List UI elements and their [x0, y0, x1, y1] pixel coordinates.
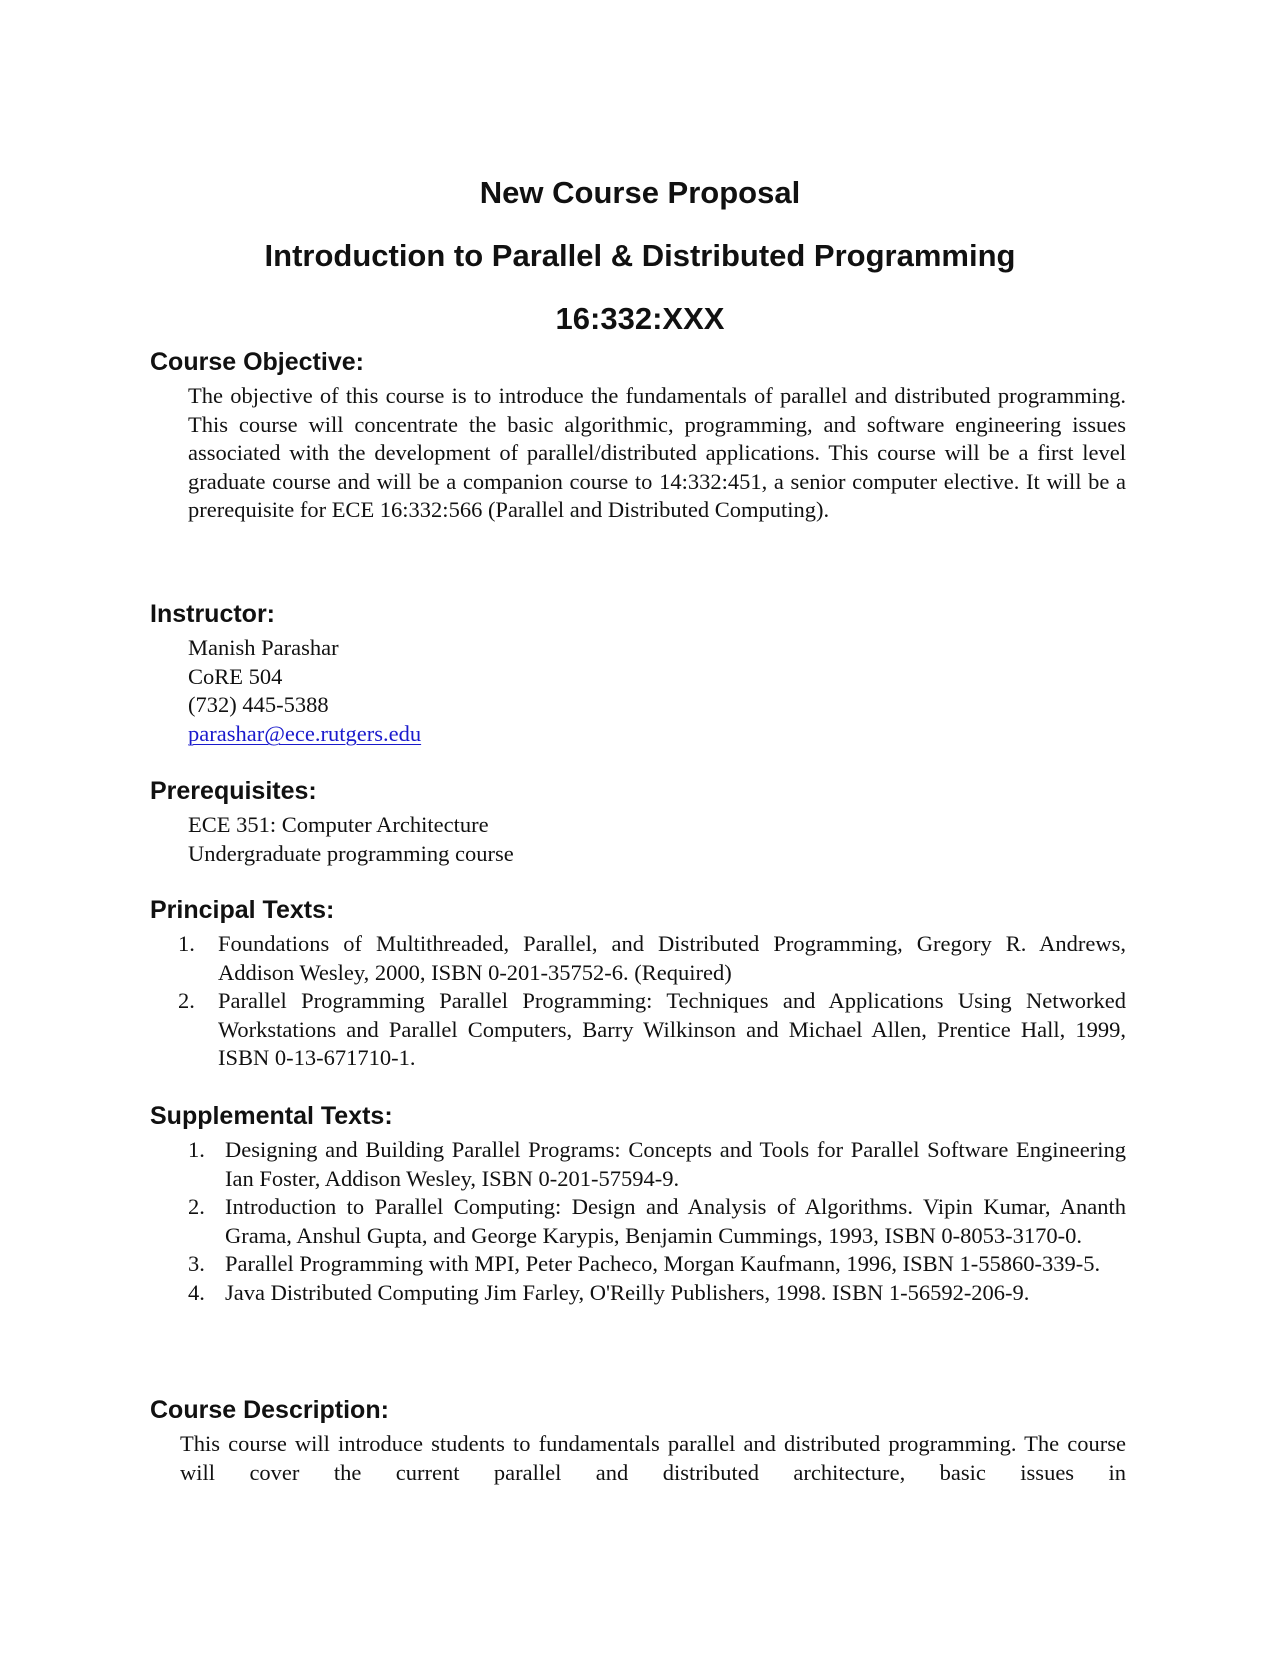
principal-texts-heading: Principal Texts: — [150, 896, 335, 924]
list-item-text: Parallel Programming Parallel Programming: Techniques and Applications Using Networked Workstations and Parallel Computers, Barry Wilkinson and Michael Allen, Prentice Hall, 1999, ISBN 0-13-671710-1. — [218, 988, 1126, 1071]
list-number: 2. — [178, 988, 195, 1014]
list-item — [150, 987, 1126, 1073]
principal-texts-section — [150, 894, 1126, 1073]
supplemental-texts-heading: Supplemental Texts: — [150, 1102, 393, 1130]
list-item-text: Designing and Building Parallel Programs: Concepts and Tools for Parallel Software Engineering Ian Foster, Addison Wesley, ISBN 0-201-57594-9. — [225, 1137, 1126, 1191]
list-number: 2. — [188, 1194, 205, 1220]
instructor-details — [188, 634, 1126, 748]
objective-text: The objective of this course is to introduce the fundamentals of parallel and distributed programming. This course will concentrate the basic algorithmic, programming, and software engineering issues associated with the development of parallel/distributed applications. This course will be a first level graduate course and will be a companion course to 14:332:451, a senior computer elective. It will be a prerequisite for ECE 16:332:566 (Parallel and Distributed Computing). — [188, 383, 1126, 523]
list-number: 1. — [188, 1137, 205, 1162]
principal-texts-list — [150, 930, 1126, 1073]
instructor-phone: (732) 445-5388 — [188, 692, 329, 718]
course-name: Introduction to Parallel & Distributed Programming — [264, 238, 1016, 273]
list-number: 4. — [188, 1279, 205, 1305]
prerequisite-item: ECE 351: Computer Architecture — [188, 812, 489, 837]
list-number: 3. — [188, 1251, 205, 1277]
instructor-name: Manish Parashar — [188, 635, 339, 660]
prerequisite-item: Undergraduate programming course — [188, 840, 514, 866]
objective-heading: Course Objective: — [150, 348, 364, 376]
supplemental-texts-list — [150, 1136, 1126, 1308]
document-title: New Course Proposal — [479, 175, 801, 210]
list-item-text: Parallel Programming with MPI, Peter Pacheco, Morgan Kaufmann, 1996, ISBN 1-55860-339-5. — [225, 1251, 1101, 1277]
description-text: This course will introduce students to fundamentals parallel and distributed programming. The course will cover the current parallel and distributed architecture, basic issues in — [180, 1431, 1126, 1485]
list-item — [150, 1193, 1126, 1250]
instructor-office: CoRE 504 — [188, 663, 283, 689]
list-number: 1. — [178, 931, 195, 956]
instructor-email-link[interactable]: parashar@ece.rutgers.edu — [188, 720, 422, 746]
list-item-text: Foundations of Multithreaded, Parallel, and Distributed Programming, Gregory R. Andrews, Addison Wesley, 2000, ISBN 0-201-35752-6. (Required) — [218, 931, 1126, 985]
list-item-text: Introduction to Parallel Computing: Design and Analysis of Algorithms. Vipin Kumar, Ananth Grama, Anshul Gupta, and George Karypis, Benjamin Cummings, 1993, ISBN 0-8053-3170-0. — [225, 1194, 1126, 1248]
instructor-section — [150, 598, 1126, 748]
instructor-heading: Instructor: — [150, 600, 275, 628]
description-section — [150, 1394, 1126, 1487]
list-item — [150, 1279, 1126, 1308]
list-item — [150, 1250, 1126, 1279]
objective-section — [150, 346, 1126, 525]
prerequisites-section — [150, 775, 1126, 868]
description-heading: Course Description: — [150, 1396, 389, 1424]
course-number: 16:332:XXX — [555, 301, 725, 336]
list-item — [150, 1136, 1126, 1193]
list-item-text: Java Distributed Computing Jim Farley, O'Reilly Publishers, 1998. ISBN 1-56592-206-9. — [225, 1279, 1030, 1305]
prerequisites-heading: Prerequisites: — [150, 777, 317, 805]
prerequisites-list — [188, 811, 1126, 868]
list-item — [150, 930, 1126, 987]
supplemental-texts-section — [150, 1100, 1126, 1308]
